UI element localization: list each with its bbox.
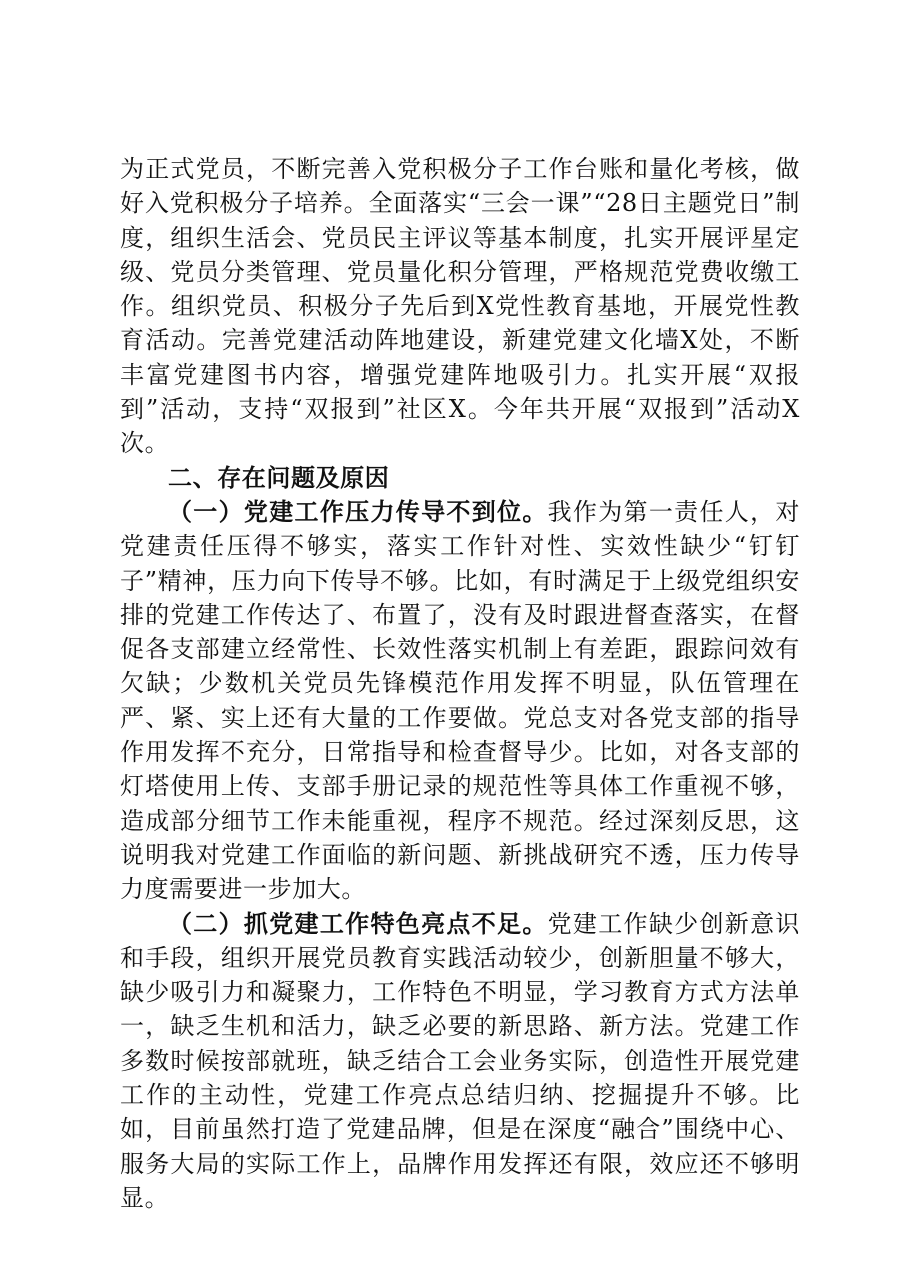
- document-body: [120, 152, 800, 1215]
- issue-body-1: 我作为第一责任人，对党建责任压得不够实，落实工作针对性、实效性缺少“钉钉子”精神，压力向下传导不够。比如，有时满足于上级党组织安排的党建工作传达了、布置了，没有及时跟进督查落实，在督促各支部建立经常性、长效性落实机制上有差距，跟踪问效有欠缺；少数机关党员先锋模范作用发挥不明显，队伍管理在严、紧、实上还有大量的工作要做。党总支对各党支部的指导作用发挥不充分，日常指导和检查督导少。比如，对各支部的灯塔使用上传、支部手册记录的规范性等具体工作重视不够，造成部分细节工作未能重视，程序不规范。经过深刻反思，这说明我对党建工作面临的新问题、新挑战研究不透，压力传导力度需要进一步加大。: [120, 497, 800, 904]
- section-heading: 二、存在问题及原因: [168, 463, 390, 492]
- issue-body-2: 党建工作缺少创新意识和手段，组织开展党员教育实践活动较少，创新胆量不够大，缺少吸引力和凝聚力，工作特色不明显，学习教育方式方法单一，缺乏生机和活力，缺乏必要的新思路、新方法。党建工作多数时候按部就班，缺乏结合工会业务实际，创造性开展党建工作的主动性，党建工作亮点总结归纳、挖掘提升不够。比如，目前虽然打造了党建品牌，但是在深度“融合”围绕中心、服务大局的实际工作上，品牌作用发挥还有限，效应还不够明显。: [120, 909, 800, 1212]
- paragraph-continued: 为正式党员，不断完善入党积极分子工作台账和量化考核，做好入党积极分子培养。全面落实“三会一课”“28日主题党日”制度，组织生活会、党员民主评议等基本制度，扎实开展评星定级、党员分类管理、党员量化积分管理，严格规范党费收缴工作。组织党员、积极分子先后到X党性教育基地，开展党性教育活动。完善党建活动阵地建设，新建党建文化墙X处，不断丰富党建图书内容，增强党建阵地吸引力。扎实开展“双报到”活动，支持“双报到”社区X。今年共开展“双报到”活动X次。: [120, 155, 800, 458]
- issue-title-1: （一）党建工作压力传导不到位。: [168, 497, 548, 526]
- issue-paragraph-1: [120, 495, 800, 907]
- issue-title-2: （二）抓党建工作特色亮点不足。: [168, 909, 548, 938]
- issue-paragraph-2: [120, 907, 800, 1216]
